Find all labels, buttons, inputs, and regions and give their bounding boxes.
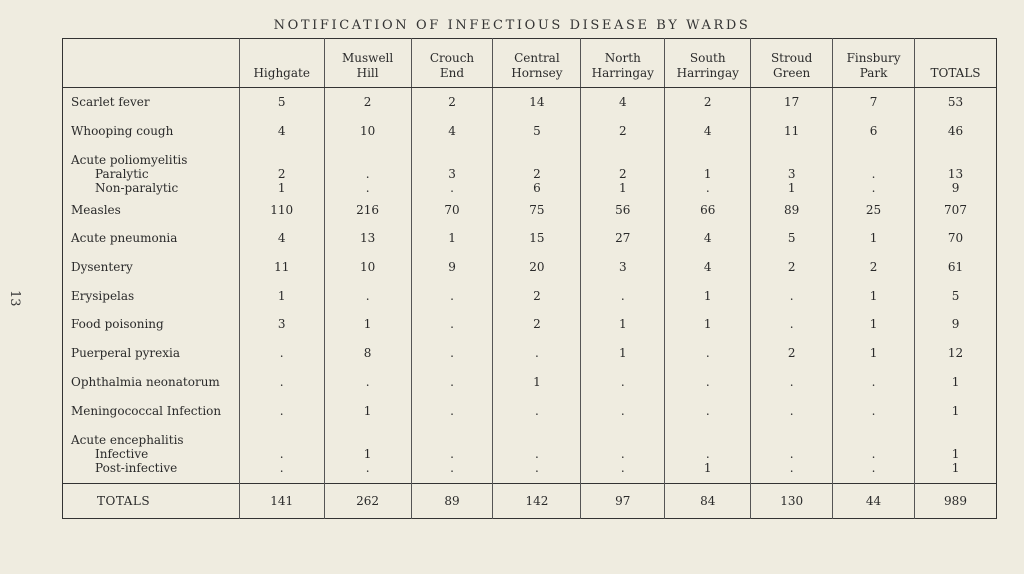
value-cell: 1 bbox=[751, 181, 833, 195]
value-cell: . bbox=[239, 339, 324, 368]
row-label: Puerperal pyrexia bbox=[71, 346, 181, 361]
row-label: Non-paralytic bbox=[95, 181, 179, 196]
value-cell: 5 bbox=[239, 88, 324, 117]
value-cell: 1 bbox=[324, 447, 411, 461]
value-cell: 1 bbox=[833, 224, 915, 253]
value-cell bbox=[665, 145, 751, 167]
value-cell: 14 bbox=[493, 88, 581, 117]
value-cell: 66 bbox=[665, 195, 751, 224]
column-header bbox=[411, 39, 493, 88]
value-cell: . bbox=[493, 396, 581, 425]
value-cell: 13 bbox=[324, 224, 411, 253]
value-cell: . bbox=[324, 368, 411, 397]
value-cell: . bbox=[324, 281, 411, 310]
value-cell: 27 bbox=[581, 224, 665, 253]
value-cell: 97 bbox=[581, 483, 665, 518]
value-cell: . bbox=[665, 368, 751, 397]
row-label: Food poisoning bbox=[71, 317, 164, 332]
value-cell: 2 bbox=[493, 281, 581, 310]
value-cell: . bbox=[493, 447, 581, 461]
value-cell: . bbox=[324, 181, 411, 195]
spacer-cell bbox=[411, 475, 493, 484]
column-header-line bbox=[65, 66, 237, 81]
row-label: Paralytic bbox=[95, 167, 149, 182]
value-cell: 2 bbox=[751, 339, 833, 368]
value-cell: 2 bbox=[751, 253, 833, 282]
value-cell: . bbox=[239, 461, 324, 475]
value-cell: . bbox=[239, 396, 324, 425]
column-header-line bbox=[242, 51, 322, 66]
value-cell: 4 bbox=[581, 88, 665, 117]
column-header bbox=[581, 39, 665, 88]
value-cell: . bbox=[581, 447, 665, 461]
value-cell: . bbox=[581, 368, 665, 397]
value-cell: 2 bbox=[493, 167, 581, 181]
page-number: 13 bbox=[7, 290, 22, 307]
value-cell: 2 bbox=[324, 88, 411, 117]
value-cell: . bbox=[411, 281, 493, 310]
table-row bbox=[63, 117, 997, 146]
value-cell: 46 bbox=[915, 117, 997, 146]
value-cell: 1 bbox=[581, 181, 665, 195]
value-cell: 2 bbox=[581, 167, 665, 181]
value-cell: . bbox=[665, 396, 751, 425]
value-cell: 1 bbox=[833, 339, 915, 368]
value-cell: 2 bbox=[493, 310, 581, 339]
value-cell: 1 bbox=[239, 281, 324, 310]
value-cell: 707 bbox=[915, 195, 997, 224]
table-row bbox=[63, 195, 997, 224]
row-label: TOTALS bbox=[63, 483, 240, 518]
row-label: Erysipelas bbox=[71, 288, 135, 303]
value-cell bbox=[751, 145, 833, 167]
value-cell: . bbox=[833, 167, 915, 181]
column-header-line: Hornsey bbox=[511, 66, 563, 80]
spacer-row bbox=[63, 475, 997, 484]
value-cell: 1 bbox=[665, 167, 751, 181]
value-cell: . bbox=[239, 368, 324, 397]
value-cell: 53 bbox=[915, 88, 997, 117]
table-row bbox=[63, 253, 997, 282]
value-cell bbox=[493, 425, 581, 447]
column-header-line: South bbox=[689, 51, 726, 65]
value-cell bbox=[915, 425, 997, 447]
spacer-cell bbox=[751, 475, 833, 484]
value-cell: 1 bbox=[665, 461, 751, 475]
value-cell: 3 bbox=[581, 253, 665, 282]
column-header-line: Finsbury bbox=[846, 51, 901, 65]
value-cell: 1 bbox=[324, 396, 411, 425]
row-label: Meningococcal Infection bbox=[71, 403, 222, 418]
table-row bbox=[63, 368, 997, 397]
table-header bbox=[63, 39, 997, 88]
column-header-line: Central bbox=[514, 51, 560, 65]
spacer-cell bbox=[493, 475, 581, 484]
value-cell: 5 bbox=[751, 224, 833, 253]
value-cell: 1 bbox=[665, 281, 751, 310]
value-cell: 142 bbox=[493, 483, 581, 518]
value-cell: . bbox=[751, 396, 833, 425]
column-header-line bbox=[65, 51, 237, 66]
value-cell: 11 bbox=[751, 117, 833, 146]
value-cell: 3 bbox=[239, 310, 324, 339]
column-header-line bbox=[917, 51, 994, 66]
value-cell: 4 bbox=[665, 117, 751, 146]
value-cell bbox=[581, 145, 665, 167]
spacer-cell bbox=[581, 475, 665, 484]
value-cell: 9 bbox=[915, 310, 997, 339]
column-header bbox=[665, 39, 751, 88]
value-cell: 2 bbox=[239, 167, 324, 181]
value-cell: . bbox=[833, 447, 915, 461]
spacer-cell bbox=[63, 475, 240, 484]
value-cell bbox=[581, 425, 665, 447]
value-cell: 9 bbox=[915, 181, 997, 195]
value-cell: . bbox=[751, 461, 833, 475]
value-cell: 70 bbox=[411, 195, 493, 224]
value-cell: 9 bbox=[411, 253, 493, 282]
group-row bbox=[63, 145, 997, 167]
value-cell: 1 bbox=[915, 396, 997, 425]
table-row bbox=[63, 339, 997, 368]
value-cell: 6 bbox=[493, 181, 581, 195]
row-label: Acute poliomyelitis bbox=[71, 153, 188, 168]
value-cell bbox=[239, 425, 324, 447]
value-cell: 44 bbox=[833, 483, 915, 518]
value-cell: . bbox=[665, 339, 751, 368]
value-cell: 15 bbox=[493, 224, 581, 253]
value-cell: 6 bbox=[833, 117, 915, 146]
row-label: Scarlet fever bbox=[71, 95, 150, 110]
value-cell: . bbox=[411, 310, 493, 339]
column-header bbox=[239, 39, 324, 88]
totals-row bbox=[63, 483, 997, 518]
row-label: Ophthalmia neonatorum bbox=[71, 374, 220, 389]
value-cell: 2 bbox=[833, 253, 915, 282]
column-header-line: Highgate bbox=[253, 66, 310, 80]
column-header-line: Hill bbox=[356, 66, 379, 80]
table-row bbox=[63, 310, 997, 339]
value-cell: . bbox=[833, 461, 915, 475]
column-header bbox=[751, 39, 833, 88]
value-cell: . bbox=[581, 396, 665, 425]
table-row bbox=[63, 88, 997, 117]
row-label: Measles bbox=[71, 202, 121, 217]
value-cell bbox=[665, 425, 751, 447]
value-cell: . bbox=[411, 396, 493, 425]
value-cell: . bbox=[665, 181, 751, 195]
table-body bbox=[63, 88, 997, 519]
spacer-cell bbox=[324, 475, 411, 484]
value-cell: . bbox=[493, 339, 581, 368]
value-cell: 84 bbox=[665, 483, 751, 518]
value-cell: 3 bbox=[411, 167, 493, 181]
value-cell: . bbox=[751, 281, 833, 310]
disease-notification-table bbox=[62, 38, 997, 519]
value-cell: 1 bbox=[411, 224, 493, 253]
value-cell: . bbox=[493, 461, 581, 475]
value-cell: . bbox=[324, 167, 411, 181]
spacer-cell bbox=[239, 475, 324, 484]
value-cell bbox=[751, 425, 833, 447]
table-row bbox=[63, 281, 997, 310]
value-cell bbox=[411, 145, 493, 167]
table-title: NOTIFICATION OF INFECTIOUS DISEASE BY WARDS bbox=[273, 18, 751, 33]
value-cell bbox=[324, 145, 411, 167]
value-cell: . bbox=[411, 461, 493, 475]
value-cell: . bbox=[833, 181, 915, 195]
value-cell: 1 bbox=[915, 447, 997, 461]
value-cell: 1 bbox=[915, 461, 997, 475]
value-cell: . bbox=[581, 281, 665, 310]
value-cell: 12 bbox=[915, 339, 997, 368]
column-header-line: North bbox=[604, 51, 641, 65]
value-cell: 5 bbox=[493, 117, 581, 146]
column-header-line: Harringay bbox=[676, 66, 739, 80]
column-header bbox=[493, 39, 581, 88]
subcategory-row bbox=[63, 181, 997, 195]
row-label: Infective bbox=[95, 446, 149, 461]
value-cell bbox=[833, 145, 915, 167]
value-cell: . bbox=[833, 396, 915, 425]
value-cell: 10 bbox=[324, 117, 411, 146]
column-header-line: Muswell bbox=[342, 51, 394, 65]
value-cell: 4 bbox=[665, 224, 751, 253]
spacer-cell bbox=[833, 475, 915, 484]
column-header bbox=[324, 39, 411, 88]
value-cell: 20 bbox=[493, 253, 581, 282]
column-header-line: TOTALS bbox=[930, 66, 981, 80]
spacer-cell bbox=[915, 475, 997, 484]
value-cell: 141 bbox=[239, 483, 324, 518]
column-header-line: Crouch bbox=[429, 51, 475, 65]
row-label: Post-infective bbox=[95, 460, 178, 475]
column-header-line: Green bbox=[773, 66, 811, 80]
value-cell: 2 bbox=[581, 117, 665, 146]
value-cell: 130 bbox=[751, 483, 833, 518]
value-cell: . bbox=[411, 339, 493, 368]
value-cell: 56 bbox=[581, 195, 665, 224]
value-cell: 216 bbox=[324, 195, 411, 224]
value-cell: 4 bbox=[239, 224, 324, 253]
value-cell: 1 bbox=[833, 281, 915, 310]
value-cell: . bbox=[833, 368, 915, 397]
column-header-line: Park bbox=[859, 66, 888, 80]
value-cell: . bbox=[751, 447, 833, 461]
column-header bbox=[915, 39, 997, 88]
value-cell: 2 bbox=[411, 88, 493, 117]
row-label: Whooping cough bbox=[71, 124, 174, 139]
subcategory-row bbox=[63, 461, 997, 475]
column-header-line: Harringay bbox=[591, 66, 654, 80]
value-cell: . bbox=[411, 368, 493, 397]
value-cell bbox=[833, 425, 915, 447]
value-cell: 1 bbox=[493, 368, 581, 397]
value-cell: . bbox=[665, 447, 751, 461]
value-cell: 1 bbox=[665, 310, 751, 339]
value-cell bbox=[324, 425, 411, 447]
row-label: Acute encephalitis bbox=[71, 432, 184, 447]
header-label-column bbox=[63, 39, 240, 88]
value-cell: 3 bbox=[751, 167, 833, 181]
value-cell: 89 bbox=[411, 483, 493, 518]
value-cell: 8 bbox=[324, 339, 411, 368]
value-cell bbox=[493, 145, 581, 167]
value-cell: 1 bbox=[833, 310, 915, 339]
value-cell: 1 bbox=[581, 339, 665, 368]
value-cell bbox=[411, 425, 493, 447]
value-cell: 7 bbox=[833, 88, 915, 117]
value-cell: 262 bbox=[324, 483, 411, 518]
value-cell: . bbox=[239, 447, 324, 461]
table-row bbox=[63, 224, 997, 253]
value-cell: 17 bbox=[751, 88, 833, 117]
value-cell: 110 bbox=[239, 195, 324, 224]
value-cell: 4 bbox=[239, 117, 324, 146]
value-cell: . bbox=[581, 461, 665, 475]
group-row bbox=[63, 425, 997, 447]
value-cell: 4 bbox=[411, 117, 493, 146]
value-cell: 4 bbox=[665, 253, 751, 282]
value-cell: 1 bbox=[915, 368, 997, 397]
value-cell: . bbox=[324, 461, 411, 475]
value-cell: 75 bbox=[493, 195, 581, 224]
header-row bbox=[63, 39, 997, 88]
column-header bbox=[833, 39, 915, 88]
value-cell: 10 bbox=[324, 253, 411, 282]
column-header-line: End bbox=[439, 66, 465, 80]
value-cell: 1 bbox=[324, 310, 411, 339]
value-cell: 25 bbox=[833, 195, 915, 224]
subcategory-row bbox=[63, 447, 997, 461]
value-cell: . bbox=[411, 447, 493, 461]
value-cell: . bbox=[411, 181, 493, 195]
value-cell bbox=[239, 145, 324, 167]
value-cell: 13 bbox=[915, 167, 997, 181]
table-row bbox=[63, 396, 997, 425]
value-cell: 1 bbox=[581, 310, 665, 339]
value-cell: 989 bbox=[915, 483, 997, 518]
spacer-cell bbox=[665, 475, 751, 484]
value-cell: 89 bbox=[751, 195, 833, 224]
row-label: Acute pneumonia bbox=[71, 231, 178, 246]
column-header-line: Stroud bbox=[770, 51, 813, 65]
value-cell: 5 bbox=[915, 281, 997, 310]
value-cell: . bbox=[751, 368, 833, 397]
value-cell: 1 bbox=[239, 181, 324, 195]
subcategory-row bbox=[63, 167, 997, 181]
value-cell: 70 bbox=[915, 224, 997, 253]
row-label: Dysentery bbox=[71, 260, 133, 275]
value-cell: 11 bbox=[239, 253, 324, 282]
value-cell: 61 bbox=[915, 253, 997, 282]
value-cell bbox=[915, 145, 997, 167]
value-cell: . bbox=[751, 310, 833, 339]
value-cell: 2 bbox=[665, 88, 751, 117]
